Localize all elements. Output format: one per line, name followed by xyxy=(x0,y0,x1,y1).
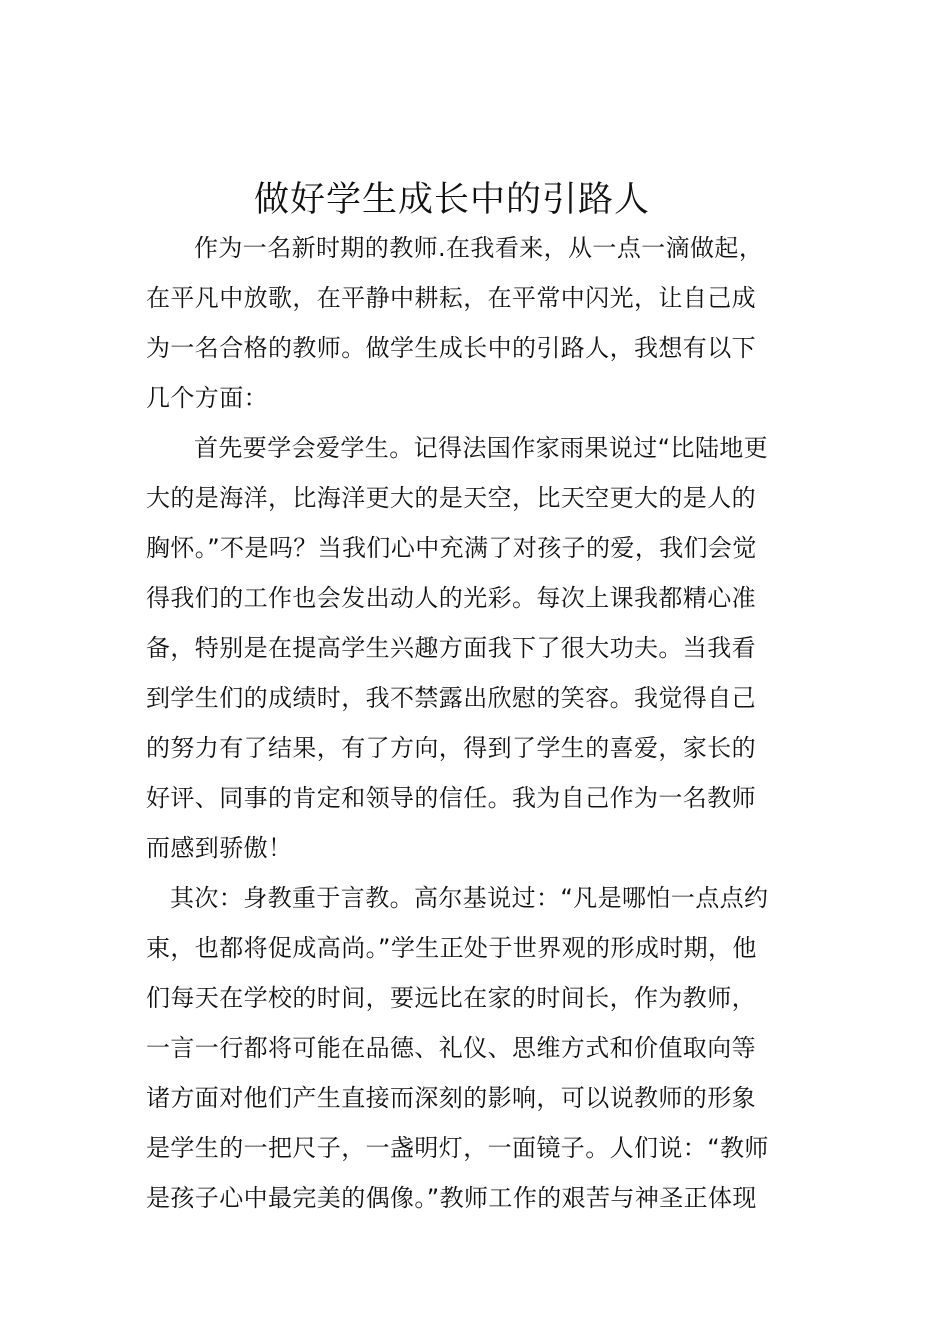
text-line: 为一名合格的教师。做学生成长中的引路人，我想有以下 xyxy=(146,334,756,362)
text-line: 束，也都将促成高尚。”学生正处于世界观的形成时期，他 xyxy=(146,934,757,962)
text-line: 几个方面： xyxy=(146,384,268,412)
text-line: 作为一名新时期的教师.在我看来，从一点一滴做起， xyxy=(194,234,764,262)
text-line: 其次：身教重于言教。高尔基说过：“凡是哪怕一点点约 xyxy=(170,884,769,912)
document-title: 做好学生成长中的引路人 xyxy=(253,180,650,220)
text-line: 一言一行都将可能在品德、礼仪、思维方式和价值取向等 xyxy=(146,1034,756,1062)
text-line: 大的是海洋，比海洋更大的是天空，比天空更大的是人的 xyxy=(146,484,756,512)
text-line: 到学生们的成绩时，我不禁露出欣慰的笑容。我觉得自己 xyxy=(146,684,756,712)
text-line: 好评、同事的肯定和领导的信任。我为自己作为一名教师 xyxy=(146,784,756,812)
text-line: 在平凡中放歌，在平静中耕耘，在平常中闪光，让自己成 xyxy=(146,284,756,312)
text-line: 而感到骄傲！ xyxy=(146,834,293,862)
text-line: 首先要学会爱学生。记得法国作家雨果说过“比陆地更 xyxy=(194,434,769,462)
text-line: 胸怀。”不是吗？当我们心中充满了对孩子的爱，我们会觉 xyxy=(146,534,757,562)
text-line: 备，特别是在提高学生兴趣方面我下了很大功夫。当我看 xyxy=(146,634,756,662)
text-line: 是学生的一把尺子，一盏明灯，一面镜子。人们说：“教师 xyxy=(146,1134,769,1162)
text-line: 们每天在学校的时间，要远比在家的时间长，作为教师， xyxy=(146,984,756,1012)
text-line: 诸方面对他们产生直接而深刻的影响，可以说教师的形象 xyxy=(146,1084,756,1112)
text-line: 得我们的工作也会发出动人的光彩。每次上课我都精心准 xyxy=(146,584,756,612)
text-line: 是孩子心中最完美的偶像。”教师工作的艰苦与神圣正体现 xyxy=(146,1184,757,1212)
text-line: 的努力有了结果，有了方向，得到了学生的喜爱，家长的 xyxy=(146,734,756,762)
